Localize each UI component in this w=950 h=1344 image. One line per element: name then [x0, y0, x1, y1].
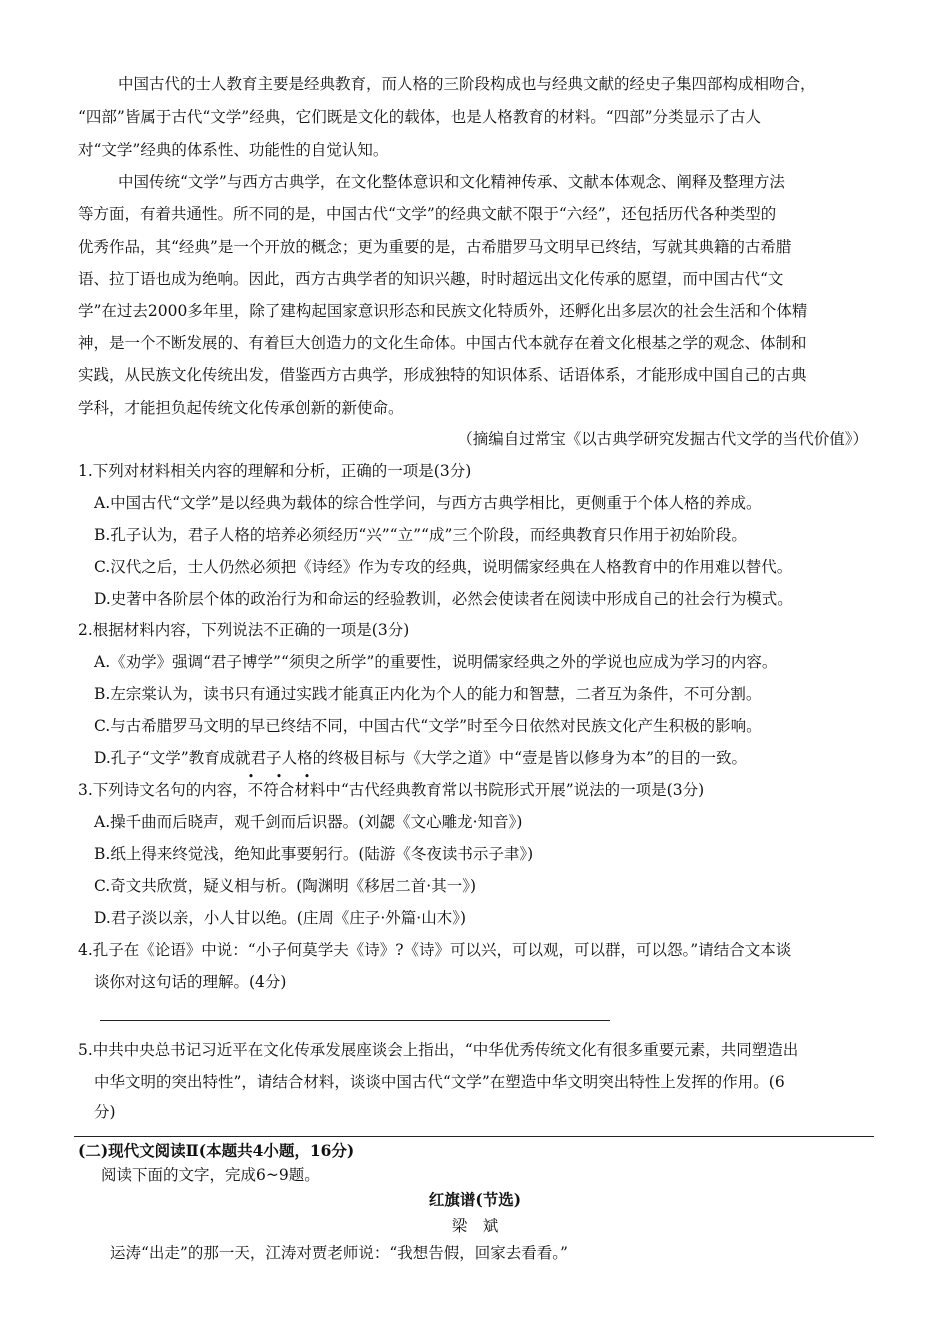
q2-option-c: C.与古希腊罗马文明的早已终结不同，中国古代“文学”时至今日依然对民族文化产生积极的影响。 [94, 717, 762, 735]
passage-p2-line-8: 学科，才能担负起传统文化传承创新的新使命。 [78, 399, 404, 417]
q1-option-b: B.孔子认为，君子人格的培养必须经历“兴”“立”“成”三个阶段，而经典教育只作用于初始阶段。 [94, 526, 747, 544]
q2-stem: 2.根据材料内容，下列说法不正确的一项是(3分) [78, 621, 410, 639]
q2-option-d: D.孔子“文学”教育成就君子人格的终极目标与《大学之道》中“壹是皆以修身为本”的目的一致。 [94, 749, 748, 767]
q3-emphasis-text: 不符合 [247, 781, 295, 799]
section2-instruction: 阅读下面的文字，完成6~9题。 [101, 1166, 320, 1184]
passage-p2-line-5: 学”在过去2000多年里，除了建构起国家意识形态和民族文化特质外，还孵化出多层次的社会生活和个体精 [78, 302, 808, 320]
story-first-line: 运涛“出走”的那一天，江涛对贾老师说：“我想告假，回家去看看。” [110, 1244, 568, 1262]
q1-option-c: C.汉代之后，士人仍然必须把《诗经》作为专攻的经典，说明儒家经典在人格教育中的作用难以替代。 [94, 558, 793, 576]
q1-stem: 1.下列对材料相关内容的理解和分析，正确的一项是(3分) [78, 462, 472, 480]
q3-stem [78, 770, 705, 801]
passage-p2-line-7: 实践，从民族文化传统出发，借鉴西方古典学，形成独特的知识体系、话语体系，才能形成中国自己的古典 [78, 366, 807, 384]
story-title: 红旗谱(节选) [428, 1190, 522, 1209]
q3-option-d: D.君子淡以亲，小人甘以绝。(庄周《庄子·外篇·山木》) [94, 909, 467, 927]
q5-line-1: 5.中共中央总书记习近平在文化传承发展座谈会上指出，“中华优秀传统文化有很多重要元素，共同塑造出 [78, 1041, 799, 1059]
q4-line-2: 谈你对这句话的理解。(4分) [94, 973, 287, 991]
answer-line [100, 1020, 610, 1021]
section-divider [74, 1136, 874, 1137]
q3-option-b: B.纸上得来终觉浅，绝知此事要躬行。(陆游《冬夜读书示子聿》) [94, 845, 534, 863]
passage-p1-line-3: 对“文学”经典的体系性、功能性的自觉认知。 [78, 141, 389, 159]
q5-line-3: 分) [94, 1103, 116, 1121]
passage-p2-line-3: 优秀作品，其“经典”是一个开放的概念；更为重要的是，古希腊罗马文明早已终结，写就其典籍的古希腊 [78, 238, 792, 256]
q2-option-b: B.左宗棠认为，读书只有通过实践才能真正内化为个人的能力和智慧，二者互为条件，不可分割。 [94, 685, 762, 703]
emphasis-dots: • • • [247, 770, 320, 783]
q3-emphasis [247, 770, 320, 799]
q5-line-2: 中华文明的突出特性”，请结合材料，谈谈中国古代“文学”在塑造中华文明突出特性上发挥的作用。(6 [94, 1073, 785, 1091]
section2-heading: (二)现代文阅读Ⅱ(本题共4小题，16分) [78, 1141, 355, 1160]
q1-option-a: A.中国古代“文学”是以经典为载体的综合性学问，与西方古典学相比，更侧重于个体人格的养成。 [94, 494, 762, 512]
passage-p2-line-6: 神，是一个不断发展的、有着巨大创造力的文化生命体。中国古代本就存在着文化根基之学的观念、体制和 [78, 334, 807, 352]
q4-line-1: 4.孔子在《论语》中说：“小子何莫学夫《诗》?《诗》可以兴，可以观，可以群，可以怨。”请结合文本谈 [78, 941, 792, 959]
passage-p1-line-1: 中国古代的士人教育主要是经典教育，而人格的三阶段构成也与经典文献的经史子集四部构成相吻合， [118, 75, 816, 93]
q3-stem-after: 材料中“古代经典教育常以书院形式开展”说法的一项是(3分) [294, 781, 705, 799]
passage-source: （摘编自过常宝《以古典学研究发掘古代文学的当代价值》） [457, 430, 868, 448]
q3-option-c: C.奇文共欣赏，疑义相与析。(陶渊明《移居二首·其一》) [94, 877, 477, 895]
story-author: 梁 斌 [451, 1217, 499, 1235]
q1-option-d: D.史著中各阶层个体的政治行为和命运的经验教训，必然会使读者在阅读中形成自己的社会行为模式。 [94, 590, 793, 608]
passage-p2-line-4: 语、拉丁语也成为绝响。因此，西方古典学者的知识兴趣，时时超远出文化传承的愿望，而中国古代“文 [78, 270, 784, 288]
q2-option-a: A.《劝学》强调“君子博学”“须臾之所学”的重要性，说明儒家经典之外的学说也应成为学习的内容。 [94, 653, 778, 671]
passage-p1-line-2: “四部”皆属于古代“文学”经典，它们既是文化的载体，也是人格教育的材料。“四部”分类显示了古人 [78, 108, 762, 126]
q3-stem-before: 3.下列诗文名句的内容， [78, 781, 248, 799]
q3-option-a: A.操千曲而后晓声，观千剑而后识器。(刘勰《文心雕龙·知音》) [94, 813, 523, 831]
passage-p2-line-1: 中国传统“文学”与西方古典学，在文化整体意识和文化精神传承、文献本体观念、阐释及整理方法 [118, 173, 785, 191]
passage-p2-line-2: 等方面，有着共通性。所不同的是，中国古代“文学”的经典文献不限于“六经”，还包括历代各种类型的 [78, 205, 777, 223]
